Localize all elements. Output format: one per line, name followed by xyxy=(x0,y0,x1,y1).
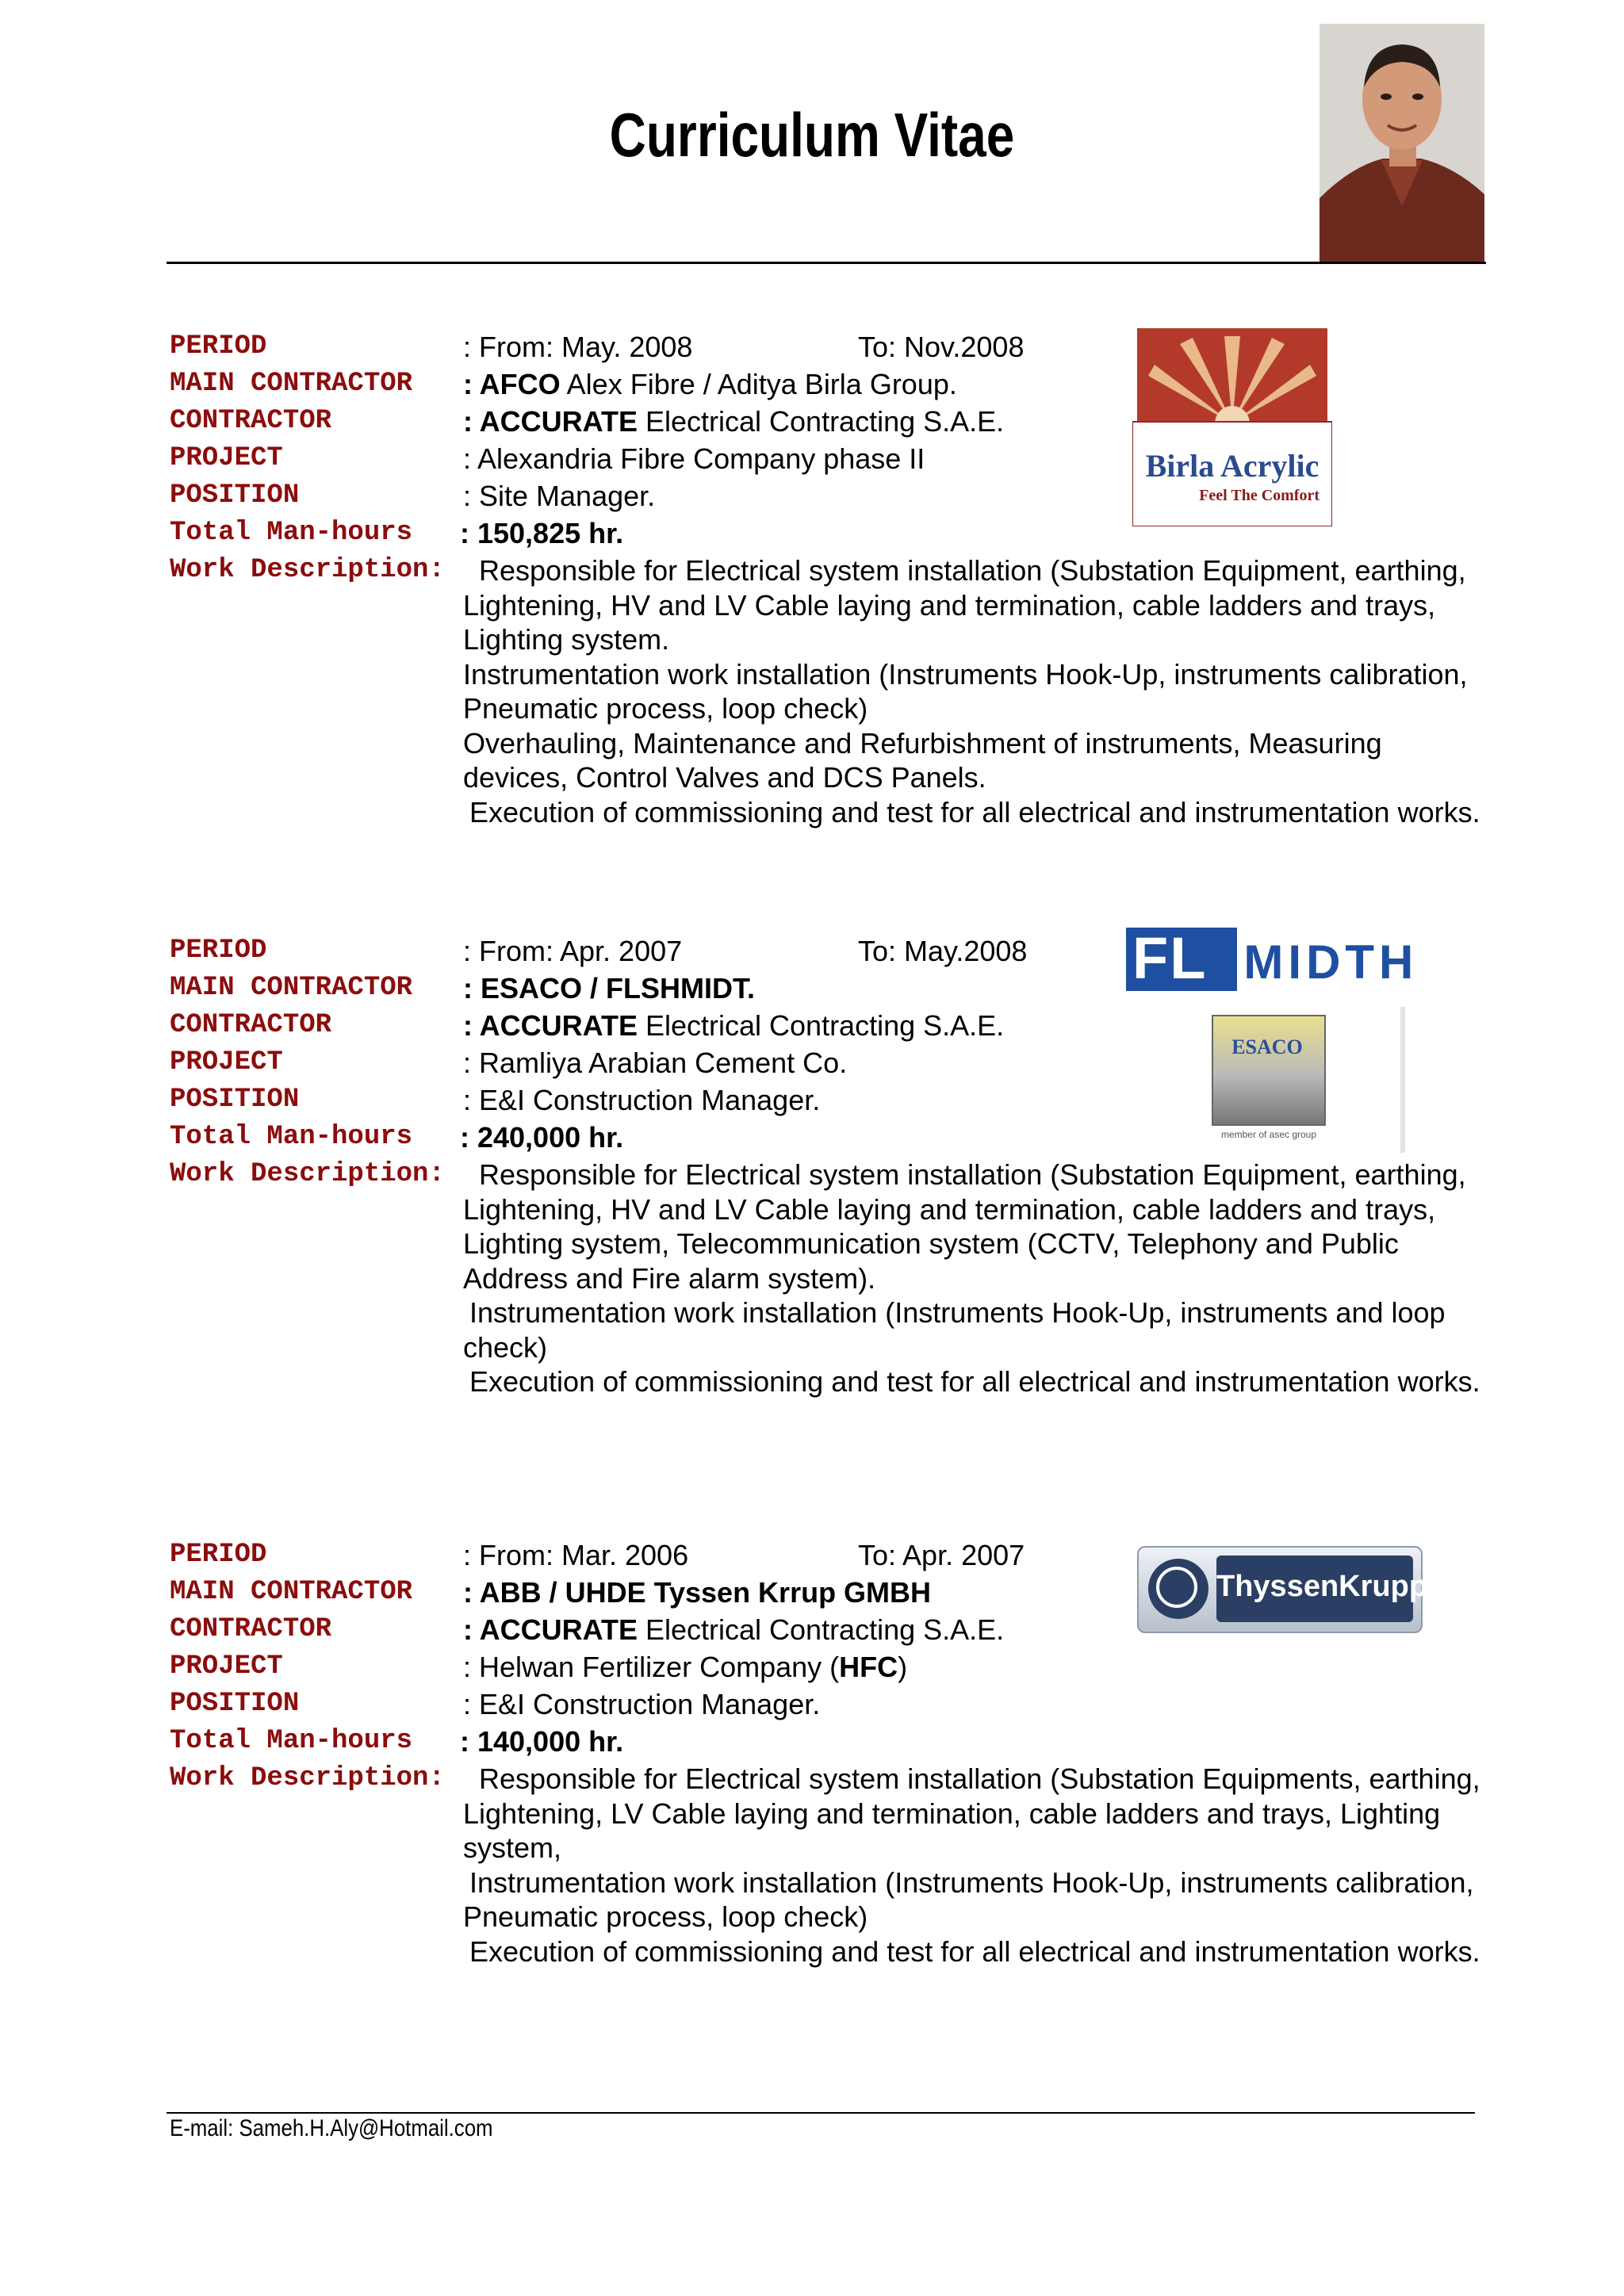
contractor-value xyxy=(463,403,1004,440)
profile-photo xyxy=(1320,24,1484,263)
position-label: POSITION xyxy=(170,1689,300,1719)
main-contractor-label: MAIN CONTRACTOR xyxy=(170,973,413,1003)
period-label: PERIOD xyxy=(170,1540,267,1570)
period-to: To: Nov.2008 xyxy=(858,331,1025,363)
thyssenkrupp-logo-text: ThyssenKrupp xyxy=(1216,1570,1428,1603)
project-value: : Alexandria Fibre Company phase II xyxy=(463,442,925,475)
contractor-detail: Electrical Contracting S.A.E. xyxy=(637,1009,1005,1042)
desc-paragraph: Execution of commissioning and test for all electrical and instrumentation works. xyxy=(469,795,1480,828)
position-value: : Site Manager. xyxy=(463,480,656,512)
main-contractor-value xyxy=(463,970,755,1007)
profile-photo-illustration xyxy=(1320,24,1484,263)
desc-paragraph: Instrumentation work installation (Instruments Hook-Up, instruments calibration, Pneumatic process, loop check) xyxy=(463,657,1468,725)
project-label: PROJECT xyxy=(170,1651,283,1682)
work-description-label: Work Description: xyxy=(170,555,445,585)
work-description-label: Work Description: xyxy=(170,1763,445,1793)
main-contractor-name: : ESACO / FLSHMIDT. xyxy=(463,972,755,1004)
contractor-name: : ACCURATE xyxy=(463,405,638,438)
period-label: PERIOD xyxy=(170,936,267,966)
footer-rule xyxy=(167,2112,1475,2114)
contractor-value xyxy=(463,1611,1004,1648)
birla-logo-tagline: Feel The Comfort xyxy=(1199,487,1320,504)
flsmidth-logo xyxy=(1126,920,1435,999)
period-label: PERIOD xyxy=(170,331,267,362)
period-to: To: May.2008 xyxy=(858,935,1028,967)
position-label: POSITION xyxy=(170,480,300,511)
desc-paragraph: Responsible for Electrical system installation (Substation Equipment, earthing, Lightening, HV and LV Cable laying and termination, cable ladders and trays, Lighting system, Telecommunication system (CCTV, Telephony and Public Address and Fire alarm system). xyxy=(463,1158,1466,1295)
project-abbrev: HFC xyxy=(839,1651,898,1683)
man-hours-value: : 140,000 hr. xyxy=(460,1725,624,1758)
flsmidth-brand: SMIDTH xyxy=(1207,936,1419,989)
contractor-detail: Electrical Contracting S.A.E. xyxy=(637,1613,1005,1646)
work-description-row xyxy=(170,1156,1486,1457)
contractor-detail: Electrical Contracting S.A.E. xyxy=(637,405,1005,438)
man-hours-row xyxy=(170,1723,1486,1760)
work-description-text xyxy=(463,1158,1494,1399)
main-contractor-value xyxy=(463,365,957,403)
esaco-logo-tagline: member of asec group xyxy=(1220,1129,1317,1140)
position-row xyxy=(170,1686,1486,1723)
page-title: Curriculum Vitae xyxy=(609,100,1015,170)
esaco-logo-text: ESACO xyxy=(1231,1035,1303,1058)
man-hours-value: : 240,000 hr. xyxy=(460,1121,624,1154)
desc-paragraph: Responsible for Electrical system installation (Substation Equipment, earthing, Lightening, HV and LV Cable laying and termination, cable ladders and trays, Lighting system. xyxy=(463,554,1466,656)
contractor-name: : ACCURATE xyxy=(463,1613,638,1646)
flsmidth-logo-text: FLSMIDTH xyxy=(1132,925,1419,991)
experience-entry-2 xyxy=(170,932,1486,1457)
period-from: : From: Mar. 2006 xyxy=(463,1539,689,1571)
man-hours-label: Total Man-hours xyxy=(170,1726,413,1756)
project-close: ) xyxy=(898,1651,908,1683)
contractor-label: CONTRACTOR xyxy=(170,1010,332,1040)
esaco-logo xyxy=(1208,1015,1329,1142)
desc-paragraph: Execution of commissioning and test for all electrical and instrumentation works. xyxy=(469,1934,1480,1968)
position-value: : E&I Construction Manager. xyxy=(463,1084,821,1116)
period-to: To: Apr. 2007 xyxy=(858,1539,1025,1571)
main-contractor-detail: Alex Fibre / Aditya Birla Group. xyxy=(560,368,957,400)
contractor-label: CONTRACTOR xyxy=(170,1614,332,1644)
desc-paragraph: Instrumentation work installation (Instruments Hook-Up, instruments calibration, Pneumatic process, loop check) xyxy=(463,1866,1474,1933)
work-description-text xyxy=(463,553,1494,829)
work-description-row xyxy=(170,552,1486,885)
man-hours-value: : 150,825 hr. xyxy=(460,517,624,549)
footer-email: E-mail: Sameh.H.Aly@Hotmail.com xyxy=(170,2115,493,2141)
position-value: : E&I Construction Manager. xyxy=(463,1688,821,1720)
position-label: POSITION xyxy=(170,1085,300,1115)
main-contractor-label: MAIN CONTRACTOR xyxy=(170,1577,413,1607)
birla-acrylic-logo xyxy=(1132,328,1332,526)
desc-paragraph: Responsible for Electrical system installation (Substation Equipments, earthing, Lightening, LV Cable laying and termination, cable ladders and trays, Lighting system, xyxy=(463,1762,1480,1864)
work-description-text xyxy=(463,1762,1494,1969)
contractor-name: : ACCURATE xyxy=(463,1009,638,1042)
project-label: PROJECT xyxy=(170,443,283,473)
period-from: : From: Apr. 2007 xyxy=(463,935,683,967)
man-hours-label: Total Man-hours xyxy=(170,518,413,548)
header-rule xyxy=(167,262,1486,264)
desc-paragraph: Instrumentation work installation (Instruments Hook-Up, instruments and loop check) xyxy=(463,1296,1446,1364)
project-label: PROJECT xyxy=(170,1047,283,1077)
work-description-label: Work Description: xyxy=(170,1159,445,1189)
main-contractor-label: MAIN CONTRACTOR xyxy=(170,369,413,399)
desc-paragraph: Execution of commissioning and test for all electrical and instrumentation works. xyxy=(469,1365,1480,1398)
work-description-row xyxy=(170,1760,1486,2061)
period-from: : From: May. 2008 xyxy=(463,331,693,363)
esaco-divider xyxy=(1400,1007,1405,1153)
man-hours-label: Total Man-hours xyxy=(170,1122,413,1152)
project-value xyxy=(463,1648,907,1686)
main-contractor-name: : AFCO xyxy=(463,368,561,400)
main-contractor-value xyxy=(463,1574,931,1611)
project-value: : Ramliya Arabian Cement Co. xyxy=(463,1047,848,1079)
project-name: : Helwan Fertilizer Company ( xyxy=(463,1651,840,1683)
contractor-value xyxy=(463,1007,1004,1044)
birla-logo-text: Birla Acrylic xyxy=(1145,448,1320,484)
main-contractor-name: : ABB / UHDE Tyssen Krrup GMBH xyxy=(463,1576,932,1609)
contractor-label: CONTRACTOR xyxy=(170,406,332,436)
desc-paragraph: Overhauling, Maintenance and Refurbishment of instruments, Measuring devices, Control Valves and DCS Panels. xyxy=(463,726,1382,794)
thyssenkrupp-logo xyxy=(1137,1546,1428,1633)
project-row xyxy=(170,1648,1486,1686)
